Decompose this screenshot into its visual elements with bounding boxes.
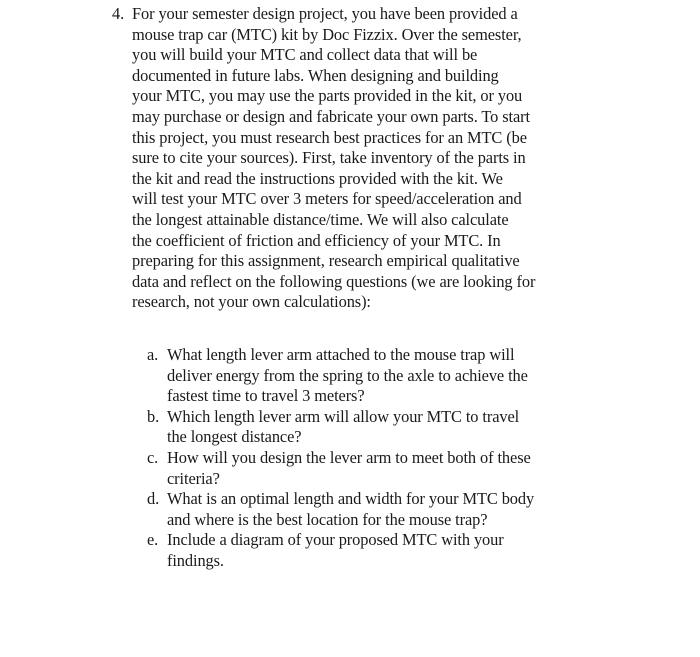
sub-question-list bbox=[147, 345, 597, 572]
question-text: For your semester design project, you have been provided a mouse trap car (MTC) kit by Doc Fizzix. Over the semester, you will build your MTC and collect data that will be documented in future labs. When designing and building your MTC, you may use the parts provided in the kit, or you may purchase or design and fabricate your own parts. To start this project, you must research best practices for an MTC (be sure to cite your sources). First, take inventory of the parts in the kit and read the instructions provided with the kit. We will test your MTC over 3 meters for speed/acceleration and the longest attainable distance/time. We will also calculate the coefficient of friction and efficiency of your MTC. In preparing for this assignment, research empirical qualitative data and reflect on the following questions (we are looking for research, not your own calculations): bbox=[132, 4, 536, 312]
sub-question-letter: e. bbox=[147, 530, 159, 550]
sub-question-b bbox=[147, 407, 597, 448]
question-number: 4. bbox=[112, 4, 125, 23]
sub-question-letter: a. bbox=[147, 345, 159, 364]
sub-question-e bbox=[147, 530, 597, 571]
sub-question-text: What is an optimal length and width for your MTC body and where is the best location for the mouse trap? bbox=[167, 489, 535, 529]
sub-question-letter: c. bbox=[147, 447, 159, 467]
sub-question-d bbox=[147, 489, 597, 530]
question-4 bbox=[112, 4, 592, 313]
sub-question-letter: d. bbox=[147, 489, 160, 509]
sub-question-text: Which length lever arm will allow your MTC to travel the longest distance? bbox=[167, 406, 520, 447]
sub-question-a bbox=[147, 345, 597, 407]
sub-question-text: Include a diagram of your proposed MTC with your findings. bbox=[167, 530, 504, 570]
sub-question-letter: b. bbox=[147, 406, 160, 426]
sub-question-c bbox=[147, 448, 597, 489]
sub-question-text: What length lever arm attached to the mouse trap will deliver energy from the spring to the axle to achieve the fastest time to travel 3 meters? bbox=[167, 345, 528, 406]
sub-question-text: How will you design the lever arm to meet both of these criteria? bbox=[167, 447, 531, 488]
